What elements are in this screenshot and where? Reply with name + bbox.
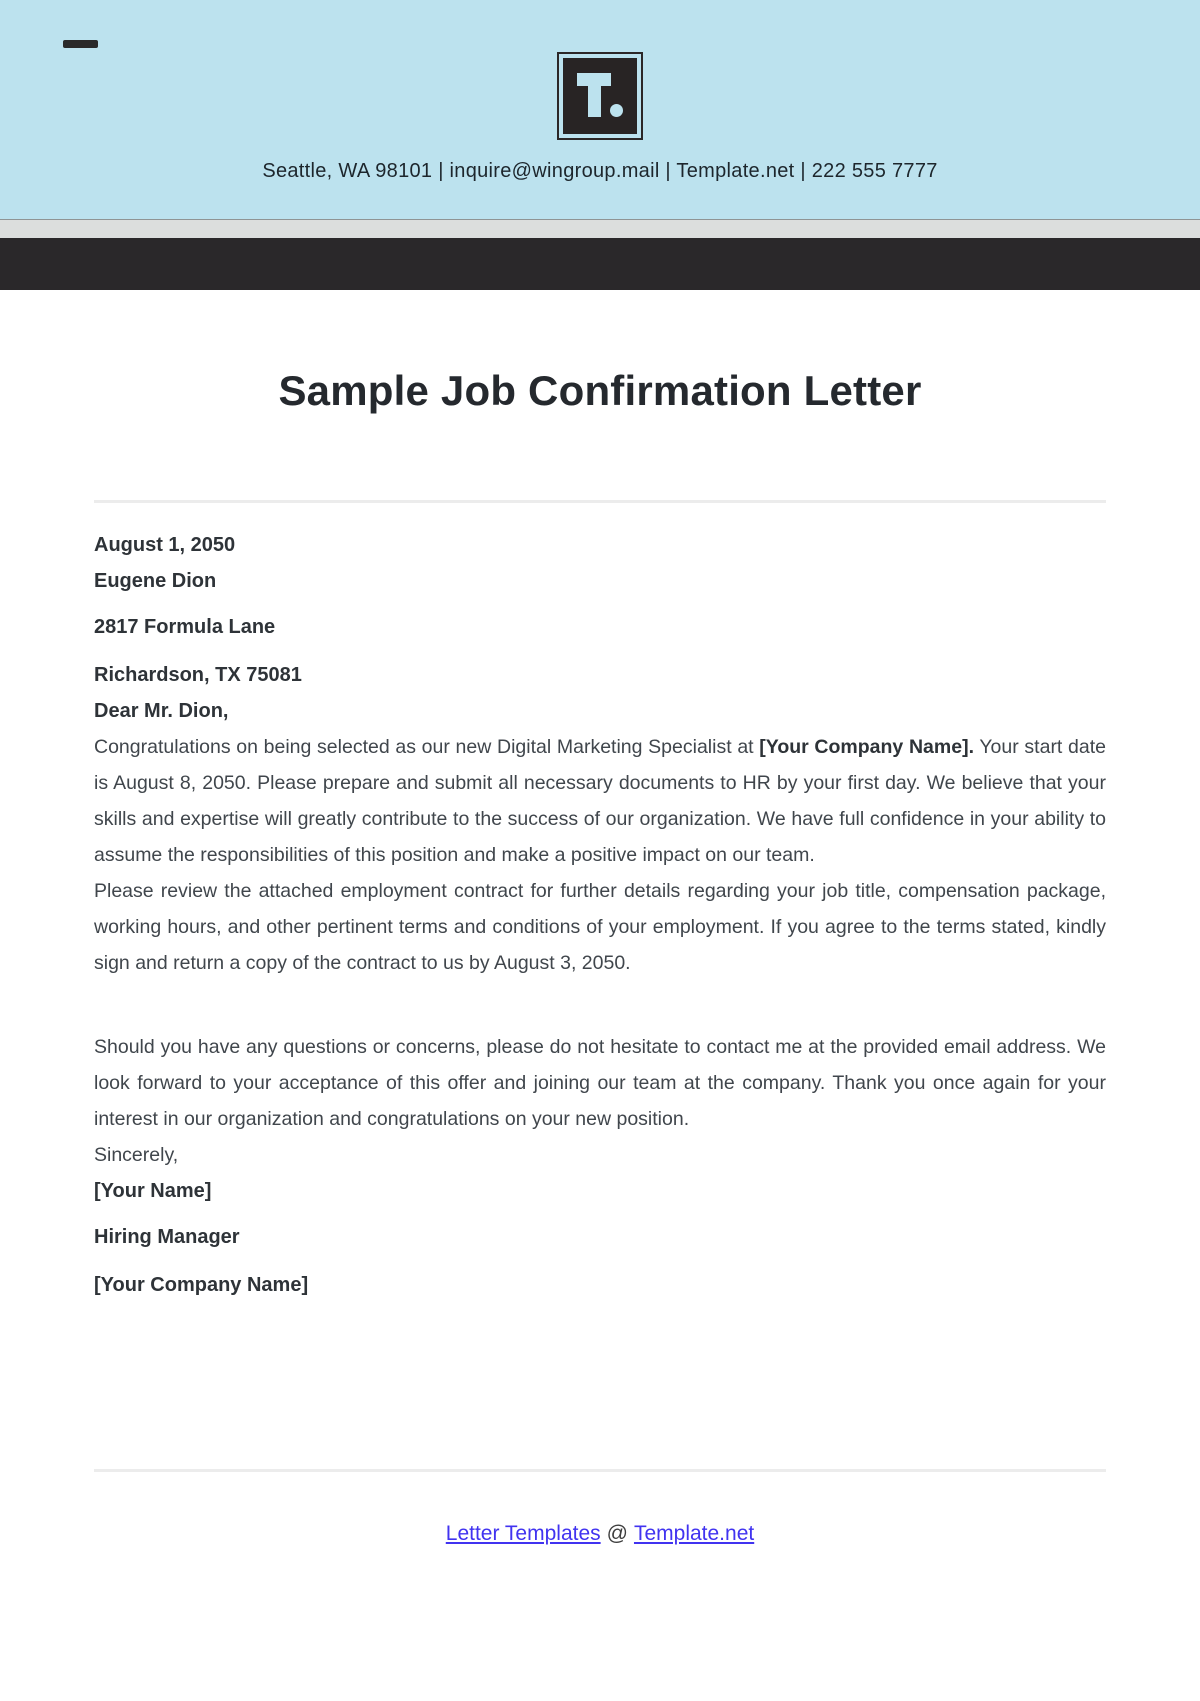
paragraph-1-text-b: Your start date is August 8, 2050. Please prepare and submit all necessary documents to HR by your first day. We believe that your skills and expertise will greatly contribute to the success of our organization. We have full confidence in your ability to assume the responsibilities of this position and make a positive impact on our team. bbox=[94, 736, 1106, 866]
template-net-link[interactable]: Template.net bbox=[633, 1522, 755, 1545]
recipient-name: Eugene Dion bbox=[94, 570, 217, 592]
recipient-city: Richardson, TX 75081 bbox=[94, 664, 302, 686]
corner-dash-decoration bbox=[63, 40, 98, 48]
signature-title: Hiring Manager bbox=[94, 1226, 240, 1248]
signature-name: [Your Name] bbox=[94, 1180, 212, 1202]
letter-body bbox=[94, 527, 1106, 1303]
footer-links bbox=[94, 1522, 1106, 1546]
page-title: Sample Job Confirmation Letter bbox=[278, 367, 922, 414]
letter-templates-link[interactable]: Letter Templates bbox=[445, 1522, 601, 1545]
paragraph-1 bbox=[94, 729, 1106, 873]
recipient-street: 2817 Formula Lane bbox=[94, 616, 276, 638]
company-name-placeholder: [Your Company Name]. bbox=[759, 736, 974, 758]
footer-separator: @ bbox=[606, 1522, 628, 1545]
t-dot-logo-icon bbox=[577, 73, 623, 119]
title-divider bbox=[94, 500, 1106, 503]
salutation: Dear Mr. Dion, bbox=[94, 700, 229, 722]
letterhead bbox=[0, 0, 1200, 219]
letter-page bbox=[94, 290, 1106, 1546]
company-logo-box bbox=[563, 58, 637, 134]
closing: Sincerely, bbox=[94, 1144, 179, 1166]
company-logo bbox=[557, 52, 643, 140]
gray-strip-divider bbox=[0, 219, 1200, 238]
paragraph-2: Please review the attached employment contract for further details regarding your job title, compensation package, working hours, and other pertinent terms and conditions of your employment. If you agree to the terms stated, kindly sign and return a copy of the contract to us by August 3, 2050. bbox=[94, 880, 1106, 974]
signature-company: [Your Company Name] bbox=[94, 1274, 309, 1296]
letter-date: August 1, 2050 bbox=[94, 534, 236, 556]
paragraph-1-text-a: Congratulations on being selected as our new Digital Marketing Specialist at bbox=[94, 736, 760, 758]
letterhead-contact-line: Seattle, WA 98101 | inquire@wingroup.mail | Template.net | 222 555 7777 bbox=[262, 160, 938, 182]
footer-divider bbox=[94, 1469, 1106, 1472]
dark-bar-divider bbox=[0, 238, 1200, 290]
paragraph-3: Should you have any questions or concerns, please do not hesitate to contact me at the provided email address. We look forward to your acceptance of this offer and joining our team at the company. Thank you once again for your interest in our organization and congratulations on your new position. bbox=[94, 1036, 1106, 1130]
